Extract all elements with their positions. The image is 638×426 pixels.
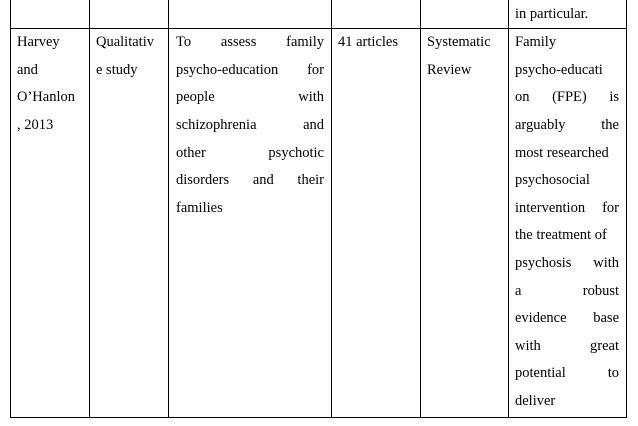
aim-word: people [176,89,215,105]
aim-line [176,172,324,188]
aim-line [176,145,324,161]
findings-line [515,393,555,409]
aim-word: with [298,89,324,105]
aim-word: To [176,34,192,50]
top-row-col6-text: in particular. [515,6,589,22]
aim-word: schizophrenia [176,117,257,133]
findings-word: most researched [515,145,609,161]
data-table [10,0,627,418]
column-border [331,0,332,418]
findings-line [515,145,609,161]
aim-word: psycho-education [176,62,279,78]
findings-word: great [590,338,619,354]
author-line: O’Hanlon [17,89,75,105]
sample-line: 41 articles [338,34,398,50]
findings-word: the treatment of [515,227,607,243]
column-border [626,0,627,418]
findings-line [515,227,607,243]
findings-line [515,172,590,188]
author-line: and [17,62,38,78]
column-border [10,0,11,418]
aim-line [176,89,324,105]
findings-word: intervention [515,200,586,216]
aim-word: psychotic [268,145,324,161]
findings-line [515,283,619,299]
aim-word: disorders [176,172,230,188]
findings-line [515,34,556,50]
author-line: , 2013 [17,117,54,133]
findings-line [515,310,619,326]
design-line: e study [96,62,138,78]
findings-word: arguably [515,117,566,133]
findings-word: on [515,89,530,105]
findings-word: potential [515,365,566,381]
method-line: Review [427,62,472,78]
findings-line [515,255,619,271]
column-border [89,0,90,418]
findings-word: (FPE) [552,89,587,105]
findings-word: with [515,338,541,354]
findings-line [515,365,619,381]
column-border [420,0,421,418]
findings-line [515,200,619,216]
aim-word: for [307,62,324,78]
findings-line [515,89,619,105]
findings-word: robust [582,283,619,299]
design-line: Qualitativ [96,34,154,50]
findings-word: is [609,89,619,105]
aim-word: their [297,172,324,188]
aim-word: family [286,34,324,50]
aim-line [176,200,223,216]
findings-word: the [601,117,619,133]
aim-word: assess [220,34,257,50]
findings-word: deliver [515,393,556,409]
findings-line [515,338,619,354]
row-border [10,417,627,418]
findings-word: psychosis [515,255,572,271]
findings-line [515,117,619,133]
findings-word: with [593,255,619,271]
findings-word: to [607,365,619,381]
row-border [10,28,627,29]
aim-word: and [252,172,274,188]
findings-word: evidence [515,310,567,326]
findings-word: base [593,310,619,326]
aim-line [176,117,324,133]
findings-word: psychosocial [515,172,590,188]
findings-word: a [515,283,522,299]
findings-word: for [602,200,619,216]
column-border [508,0,509,418]
aim-word: other [176,145,206,161]
column-border [168,0,169,418]
method-line: Systematic [427,34,491,50]
findings-line [515,62,603,78]
aim-line [176,34,324,50]
aim-word: families [176,200,223,216]
aim-line [176,62,324,78]
findings-word: psycho-educati [515,62,603,78]
author-line: Harvey [17,34,60,50]
findings-word: Family [515,34,557,50]
aim-word: and [303,117,324,133]
